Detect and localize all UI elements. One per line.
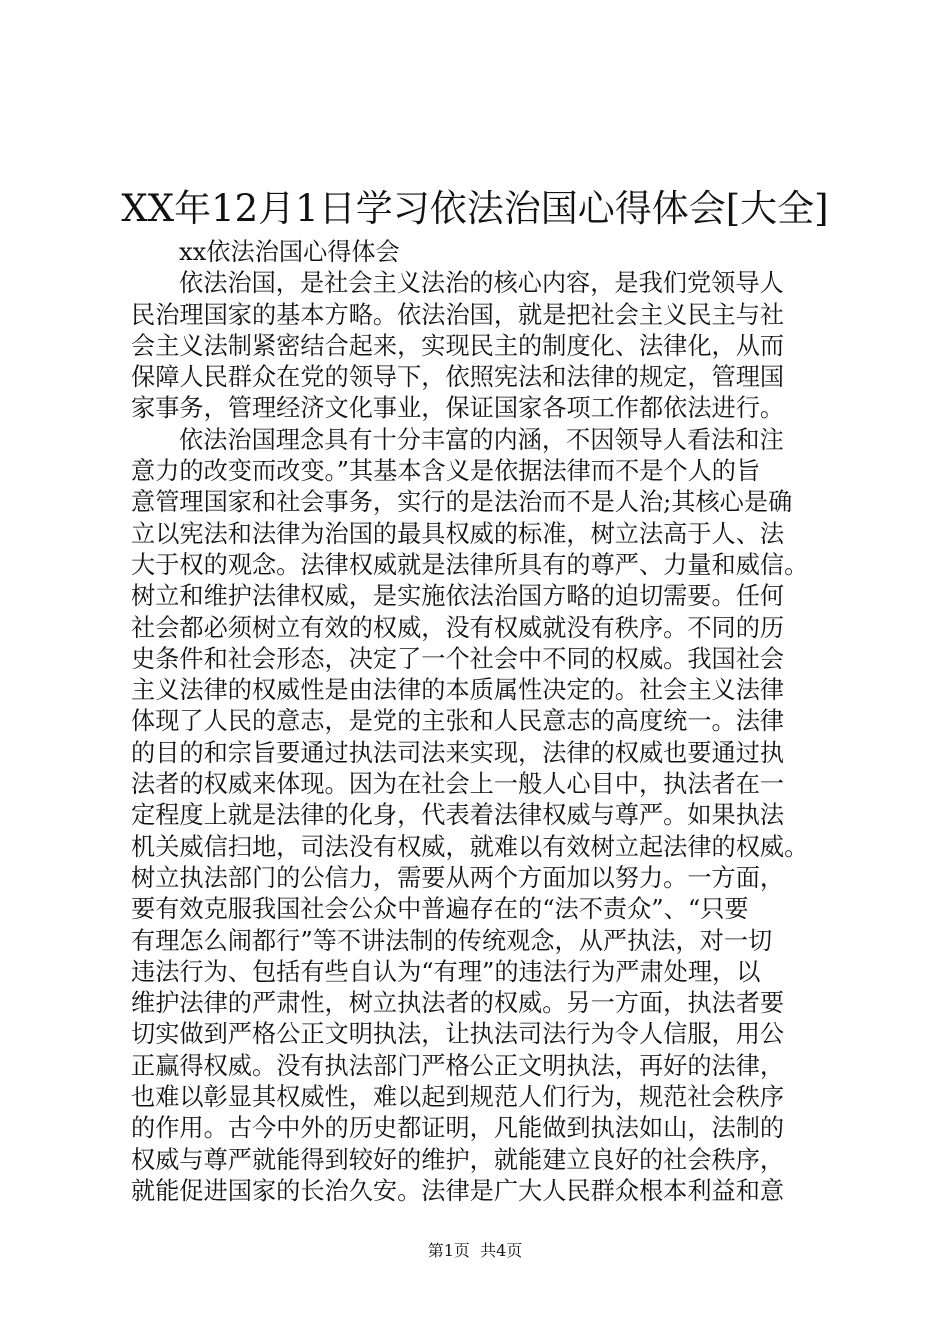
- body-line: 机关威信扫地，司法没有权威，就难以有效树立起法律的权威。: [131, 832, 809, 861]
- document-title: XX年12月1日学习依法治国心得体会[大全]: [121, 187, 829, 230]
- body-line: 社会都必须树立有效的权威，没有权威就没有秩序。不同的历: [131, 613, 785, 642]
- body-line: 意管理国家和社会事务，实行的是法治而不是人治;其核心是确: [131, 488, 793, 517]
- body-line: 大于权的观念。法律权威就是法律所具有的尊严、力量和威信。: [131, 550, 809, 579]
- body-line: 会主义法制紧密结合起来，实现民主的制度化、法律化，从而: [131, 331, 785, 360]
- subtitle-line: xx依法治国心得体会: [179, 238, 400, 266]
- body-line: 民治理国家的基本方略。依法治国，就是把社会主义民主与社: [131, 300, 785, 329]
- body-line: 树立和维护法律权威，是实施依法治国方略的迫切需要。任何: [131, 582, 785, 611]
- body-line: 主义法律的权威性是由法律的本质属性决定的。社会主义法律: [131, 676, 785, 705]
- body-line: 正赢得权威。没有执法部门严格公正文明执法，再好的法律，: [131, 1051, 785, 1080]
- body-line: 维护法律的严肃性，树立执法者的权威。另一方面，执法者要: [131, 989, 785, 1018]
- body-line: 违法行为、包括有些自认为“有理”的违法行为严肃处理，以: [131, 957, 761, 986]
- body-line: 树立执法部门的公信力，需要从两个方面加以努力。一方面，: [131, 863, 785, 892]
- body-line: 要有效克服我国社会公众中普遍存在的“法不责众”、“只要: [131, 895, 749, 924]
- document-body: [131, 237, 831, 1207]
- body-line: 的目的和宗旨要通过执法司法来实现，法律的权威也要通过执: [131, 738, 785, 767]
- body-line: 定程度上就是法律的化身，代表着法律权威与尊严。如果执法: [131, 801, 785, 830]
- body-line: 的作用。古今中外的历史都证明，凡能做到执法如山，法制的: [131, 1114, 785, 1143]
- body-line: 依法治国，是社会主义法治的核心内容，是我们党领导人: [179, 269, 784, 298]
- body-line: 家事务，管理经济文化事业，保证国家各项工作都依法进行。: [131, 394, 785, 423]
- body-line: 体现了人民的意志，是党的主张和人民意志的高度统一。法律: [131, 707, 785, 736]
- body-line: 法者的权威来体现。因为在社会上一般人心目中，执法者在一: [131, 770, 785, 799]
- body-line: 也难以彰显其权威性，难以起到规范人们行为，规范社会秩序: [131, 1083, 785, 1112]
- body-line: 权威与尊严就能得到较好的维护，就能建立良好的社会秩序，: [131, 1145, 785, 1174]
- body-line: 依法治国理念具有十分丰富的内涵，不因领导人看法和注: [179, 425, 784, 454]
- body-line: 切实做到严格公正文明执法，让执法司法行为令人信服，用公: [131, 1020, 785, 1049]
- body-line: 史条件和社会形态，决定了一个社会中不同的权威。我国社会: [131, 644, 785, 673]
- body-line: 有理怎么闹都行”等不讲法制的传统观念，从严执法，对一切: [131, 926, 773, 955]
- body-line: 就能促进国家的长治久安。法律是广大人民群众根本利益和意: [131, 1176, 785, 1205]
- body-line: 意力的改变而改变。”其基本含义是依据法律而不是个人的旨: [131, 457, 761, 486]
- body-line: 保障人民群众在党的领导下，依照宪法和法律的规定，管理国: [131, 363, 785, 392]
- page-number-footer: 第1页 共4页: [427, 1241, 523, 1260]
- body-line: 立以宪法和法律为治国的最具权威的标准，树立法高于人、法: [131, 519, 785, 548]
